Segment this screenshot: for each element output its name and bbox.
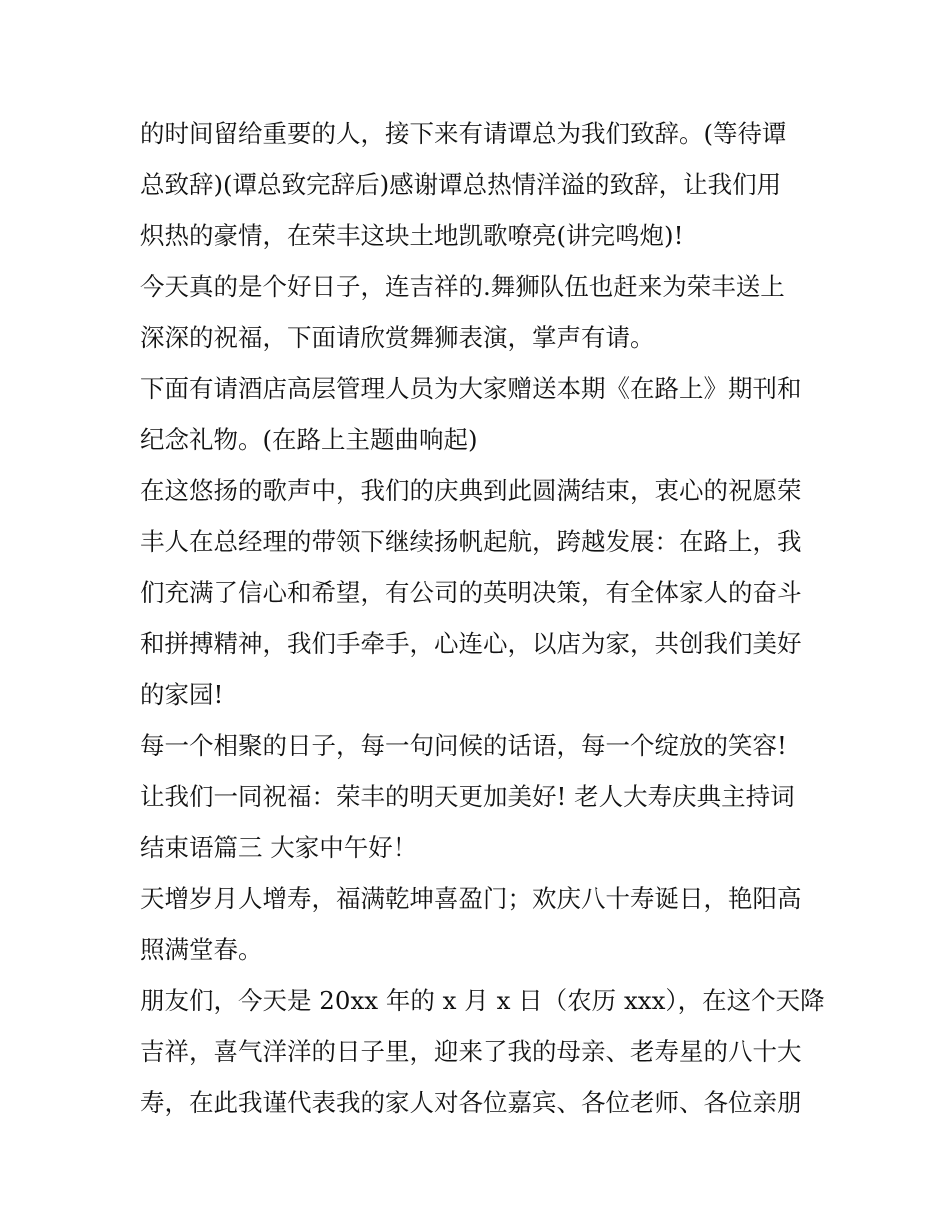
- text-line-14: 让我们一同祝福：荣丰的明天更加美好! 老人大寿庆典主持词: [140, 782, 795, 811]
- text-line-17: 照满堂春。: [140, 935, 263, 964]
- text-line-10: 们充满了信心和希望，有公司的英明决策，有全体家人的奋斗: [140, 578, 802, 607]
- text-line-3: 炽热的豪情，在荣丰这块土地凯歌嘹亮(讲完鸣炮)!: [140, 221, 684, 250]
- text-line-11: 和拼搏精神，我们手牵手，心连心，以店为家，共创我们美好: [140, 629, 802, 658]
- text-line-16: 天增岁月人增寿，福满乾坤喜盈门；欢庆八十寿诞日，艳阳高: [140, 884, 802, 913]
- text-line-18: 朋友们，今天是 20xx 年的 x 月 x 日（农历 xxx），在这个天降: [140, 986, 825, 1015]
- text-line-8: 在这悠扬的歌声中，我们的庆典到此圆满结束，衷心的祝愿荣: [140, 476, 802, 505]
- text-line-1: 的时间留给重要的人，接下来有请谭总为我们致辞。(等待谭: [140, 119, 787, 148]
- text-line-5: 深深的祝福，下面请欣赏舞狮表演，掌声有请。: [140, 323, 655, 352]
- text-line-4: 今天真的是个好日子，连吉祥的.舞狮队伍也赶来为荣丰送上: [140, 272, 785, 301]
- text-line-13: 每一个相聚的日子，每一句问候的话语，每一个绽放的笑容!: [140, 731, 787, 760]
- text-line-19: 吉祥，喜气洋洋的日子里，迎来了我的母亲、老寿星的八十大: [140, 1037, 802, 1066]
- body-text: [140, 108, 830, 1128]
- text-line-6: 下面有请酒店高层管理人员为大家赠送本期《在路上》期刊和: [140, 374, 802, 403]
- text-line-9: 丰人在总经理的带领下继续扬帆起航，跨越发展：在路上，我: [140, 527, 802, 556]
- text-line-12: 的家园!: [140, 680, 224, 709]
- text-line-7: 纪念礼物。(在路上主题曲响起): [140, 425, 478, 454]
- text-line-15: 结束语篇三 大家中午好！: [140, 833, 418, 862]
- text-line-2: 总致辞)(谭总致完辞后)感谢谭总热情洋溢的致辞，让我们用: [140, 170, 782, 199]
- text-line-20: 寿，在此我谨代表我的家人对各位嘉宾、各位老师、各位亲朋: [140, 1088, 802, 1117]
